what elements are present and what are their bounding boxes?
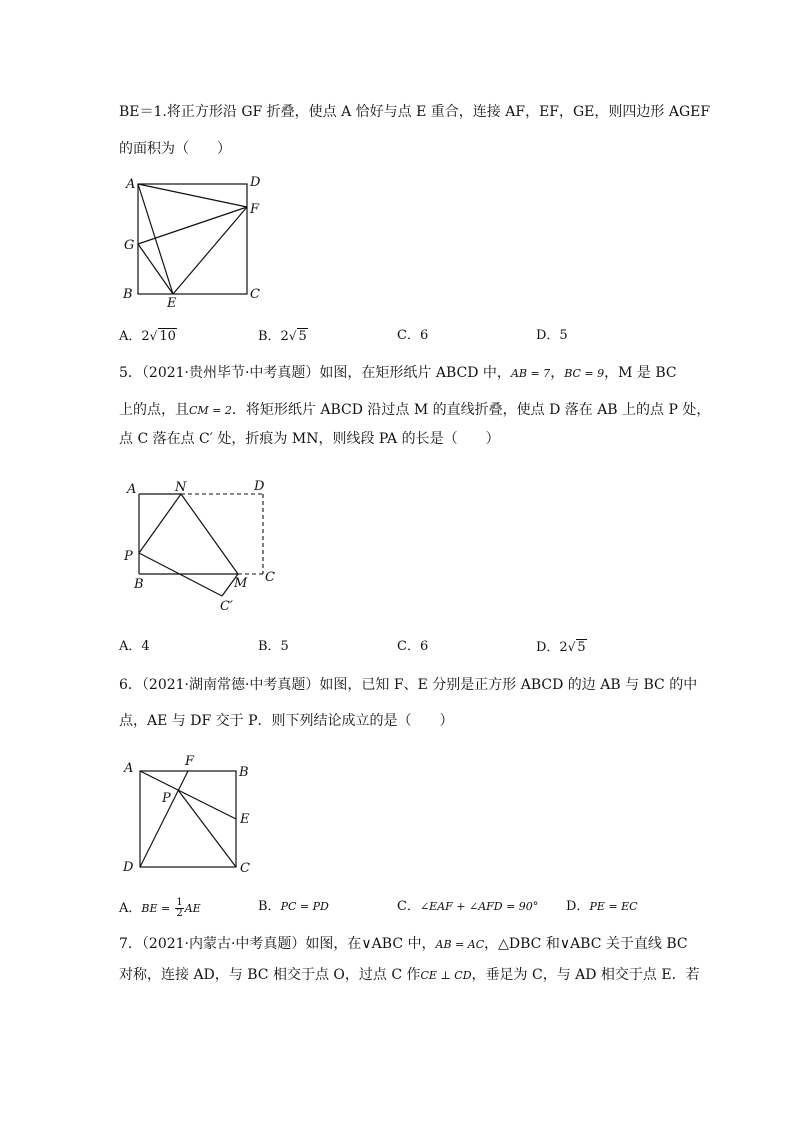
q5-cm-expr: CM = 2	[189, 404, 232, 417]
q6-option-b-prefix: B．	[258, 899, 281, 914]
q5-option-d-root: 5	[577, 640, 586, 655]
q6-line-pc	[178, 790, 236, 867]
q5-label-b: B	[134, 577, 144, 592]
q5-line-2-tail: ．将矩形纸片 ABCD 沿过点 M 的直线折叠，使点 D 落在 AB 上的点 P 处，	[231, 402, 711, 418]
q6-label-b: B	[239, 765, 249, 780]
q6-line-1: 6．（2021·湖南常德·中考真题）如图，已知 F、E 分别是正方形 ABCD 的边 AB 与 BC 的中	[119, 677, 698, 693]
q5-sep: ，	[550, 365, 565, 381]
q4-label-b: B	[123, 287, 133, 302]
q6-square	[140, 771, 236, 867]
q4-option-b-root: 5	[298, 329, 307, 344]
q5-label-a: A	[127, 482, 137, 497]
q6-option-d	[566, 898, 638, 916]
q4-option-b-prefix: B．2	[258, 329, 289, 344]
q4-option-d: D．5	[536, 328, 568, 343]
q6-option-c-expr: ∠EAF + ∠AFD = 90°	[419, 900, 539, 913]
q6-option-c-prefix: C．	[397, 899, 420, 914]
q7-line-1-text: 7．（2021·内蒙古·中考真题）如图，在∨ABC 中，	[119, 936, 436, 952]
q6-option-b	[258, 898, 329, 916]
q6-line-ae	[140, 771, 236, 819]
q4-option-a-root: 10	[159, 329, 176, 344]
q6-option-d-prefix: D．	[566, 899, 590, 914]
q5-option-c: C．6	[397, 639, 429, 654]
q6-frac-den: 2	[176, 908, 183, 919]
q6-label-e: E	[240, 812, 250, 827]
q6-label-d: D	[123, 860, 134, 875]
q7-line-2	[119, 966, 700, 985]
q6-label-p: P	[162, 791, 171, 806]
q6-option-a-prefix: A．	[119, 901, 142, 916]
q4-label-a: A	[126, 177, 136, 192]
q4-label-c: C	[250, 287, 260, 302]
q7-eq-expr: AB = AC	[435, 938, 485, 951]
q5-label-n: N	[175, 480, 187, 495]
q7-line-2-tail: ，垂足为 C，与 AD 相交于点 E．若	[471, 967, 700, 983]
q5-line-2-text: 上的点，且	[119, 402, 189, 418]
q6-option-a-rhs: AE	[184, 902, 201, 915]
q5-label-c-prime: C′	[220, 599, 233, 614]
q4-option-a: A．2√ 10	[119, 329, 176, 344]
q5-option-a: A．4	[119, 639, 150, 654]
q5-ab-expr: AB = 7	[510, 367, 551, 380]
q5-option-d-prefix: D．2	[536, 640, 568, 655]
q4-label-e: E	[167, 296, 177, 311]
q6-option-a-fraction	[175, 898, 183, 919]
q5-option-b: B．5	[258, 639, 289, 654]
q5-option-d: D．2√ 5	[536, 640, 586, 655]
q4-option-a-prefix: A．2	[119, 329, 150, 344]
q4-label-g: G	[124, 238, 135, 253]
q5-line-1-tail: ，M 是 BC	[604, 365, 677, 381]
q5-label-m: M	[234, 576, 248, 591]
q6-option-b-expr: PC = PD	[280, 900, 329, 913]
q6-label-a: A	[124, 761, 134, 776]
q5-label-c: C	[265, 570, 275, 585]
q4-line-1: BE＝1.将正方形沿 GF 折叠，使点 A 恰好与点 E 重合，连接 AF，EF，GE，则四边形 AGEF	[119, 104, 711, 120]
q6-option-a	[119, 898, 201, 919]
q5-label-p: P	[124, 549, 133, 564]
q6-option-c	[397, 898, 538, 916]
q6-frac-num: 1	[176, 897, 183, 908]
q7-line-1-tail: ，△DBC 和∨ABC 关于直线 BC	[484, 936, 688, 952]
q6-option-d-expr: PE = EC	[589, 900, 638, 913]
q4-line-2: 的面积为（ ）	[119, 141, 231, 157]
q4-label-f: F	[250, 202, 260, 217]
q5-bc-expr: BC = 9	[564, 367, 605, 380]
q4-option-b: B．2√ 5	[258, 329, 307, 344]
q7-line-2-text: 对称，连接 AD，与 BC 相交于点 O，过点 C 作	[119, 967, 421, 983]
q6-label-f: F	[185, 754, 195, 769]
q5-line-3: 点 C 落在点 C′ 处，折痕为 MN，则线段 PA 的长是（ ）	[119, 431, 500, 447]
q6-line-2: 点，AE 与 DF 交于 P．则下列结论成立的是（ ）	[119, 713, 454, 729]
q5-label-d: D	[254, 479, 265, 494]
q6-option-a-lhs: BE =	[141, 902, 171, 915]
q4-label-d: D	[250, 175, 261, 190]
q6-label-c: C	[240, 861, 250, 876]
q7-perp-expr: CE ⊥ CD	[420, 969, 472, 982]
q7-line-1	[119, 935, 688, 954]
q6-line-df	[140, 771, 188, 867]
q5-line-1-text: 5．（2021·贵州毕节·中考真题）如图，在矩形纸片 ABCD 中，	[119, 365, 511, 381]
q4-option-c: C．6	[397, 328, 429, 343]
